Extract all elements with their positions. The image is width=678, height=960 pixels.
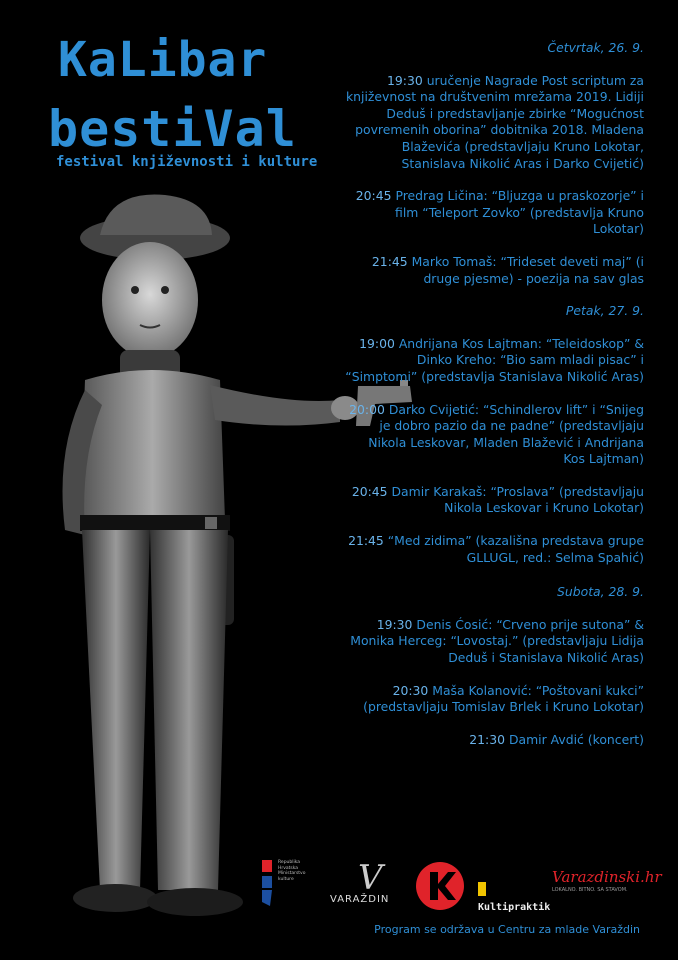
day-friday (344, 303, 644, 566)
event-item: 19:30 uručenje Nagrade Post scriptum za književnost na društvenim mrežama 2019. Lidiji Deduš i predstavljanje zbirke “Mogućnost povremenih oborina” dobitnika 2018. Mladena Blaževića (predstavljaju Kruno Lokotar, Stanislava Nikolić Aras i Darko Cvijetić) (346, 72, 644, 171)
event-item: 19:30 Denis Ćosić: “Crveno prije sutona” & Monika Herceg: “Lovostaj.” (predstavljaju Lidija Deduš i Stanislava Nikolić Aras) (350, 616, 644, 666)
day-label: Petak, 27. 9. (565, 303, 644, 319)
day-thursday (344, 40, 644, 287)
festival-title-line1: KaLibar (58, 32, 268, 88)
event-item: 20:45 Predrag Ličina: “Bljuzga u praskozorje” i film “Teleport Zovko” (predstavlja Kruno Lokotar) (355, 188, 644, 237)
event-item: 20:00 Darko Cvijetić: “Schindlerov lift” i “Snijeg je dobro pazio da ne padne” (predstavljaju Nikola Leskovar, Mladen Blažević i Andrijana Kos Lajtman) (349, 401, 644, 467)
kultipraktik-logo: Kultipraktik (478, 878, 548, 898)
program-list (344, 40, 644, 764)
day-saturday (344, 584, 644, 748)
varazdin-city-logo: V VARAŽDIN (330, 858, 390, 905)
event-item: 20:30 Maša Kolanović: “Poštovani kukci” (predstavljaju Tomislav Brlek i Kruno Lokotar) (363, 682, 644, 715)
event-item: 21:45 “Med zidima” (kazališna predstava grupe GLLUGL, red.: Selma Spahić) (348, 533, 644, 565)
venue-note: Program se održava u Centru za mlade Varaždin (374, 923, 640, 936)
k-logo (414, 860, 466, 912)
festival-title-line2: bestiVal (48, 100, 297, 158)
festival-subtitle: festival književnosti i kulture (56, 154, 318, 170)
event-item: 21:45 Marko Tomaš: “Trideset deveti maj” (i druge pjesme) - poezija na sav glas (371, 253, 644, 286)
event-item: 19:00 Andrijana Kos Lajtman: “Teleidoskop” & Dinko Kreho: “Bio sam mladi pisac” i “Simptomi” (predstavlja Stanislava Nikolić Aras) (345, 335, 644, 384)
event-item: 20:45 Damir Karakaš: “Proslava” (predstavljaju Nikola Leskovar i Kruno Lokotar) (351, 483, 644, 516)
event-item: 21:30 Damir Avdić (koncert) (469, 731, 644, 747)
day-label: Subota, 28. 9. (557, 584, 644, 600)
ministry-of-culture-logo: Republika Hrvatska Ministarstvo kulture (262, 860, 322, 910)
day-label: Četvrtak, 26. 9. (547, 40, 644, 55)
varazdinski-hr-logo: Varazdinski.hr LOKALNO. BITNO. SA STAVOM. (552, 868, 662, 893)
